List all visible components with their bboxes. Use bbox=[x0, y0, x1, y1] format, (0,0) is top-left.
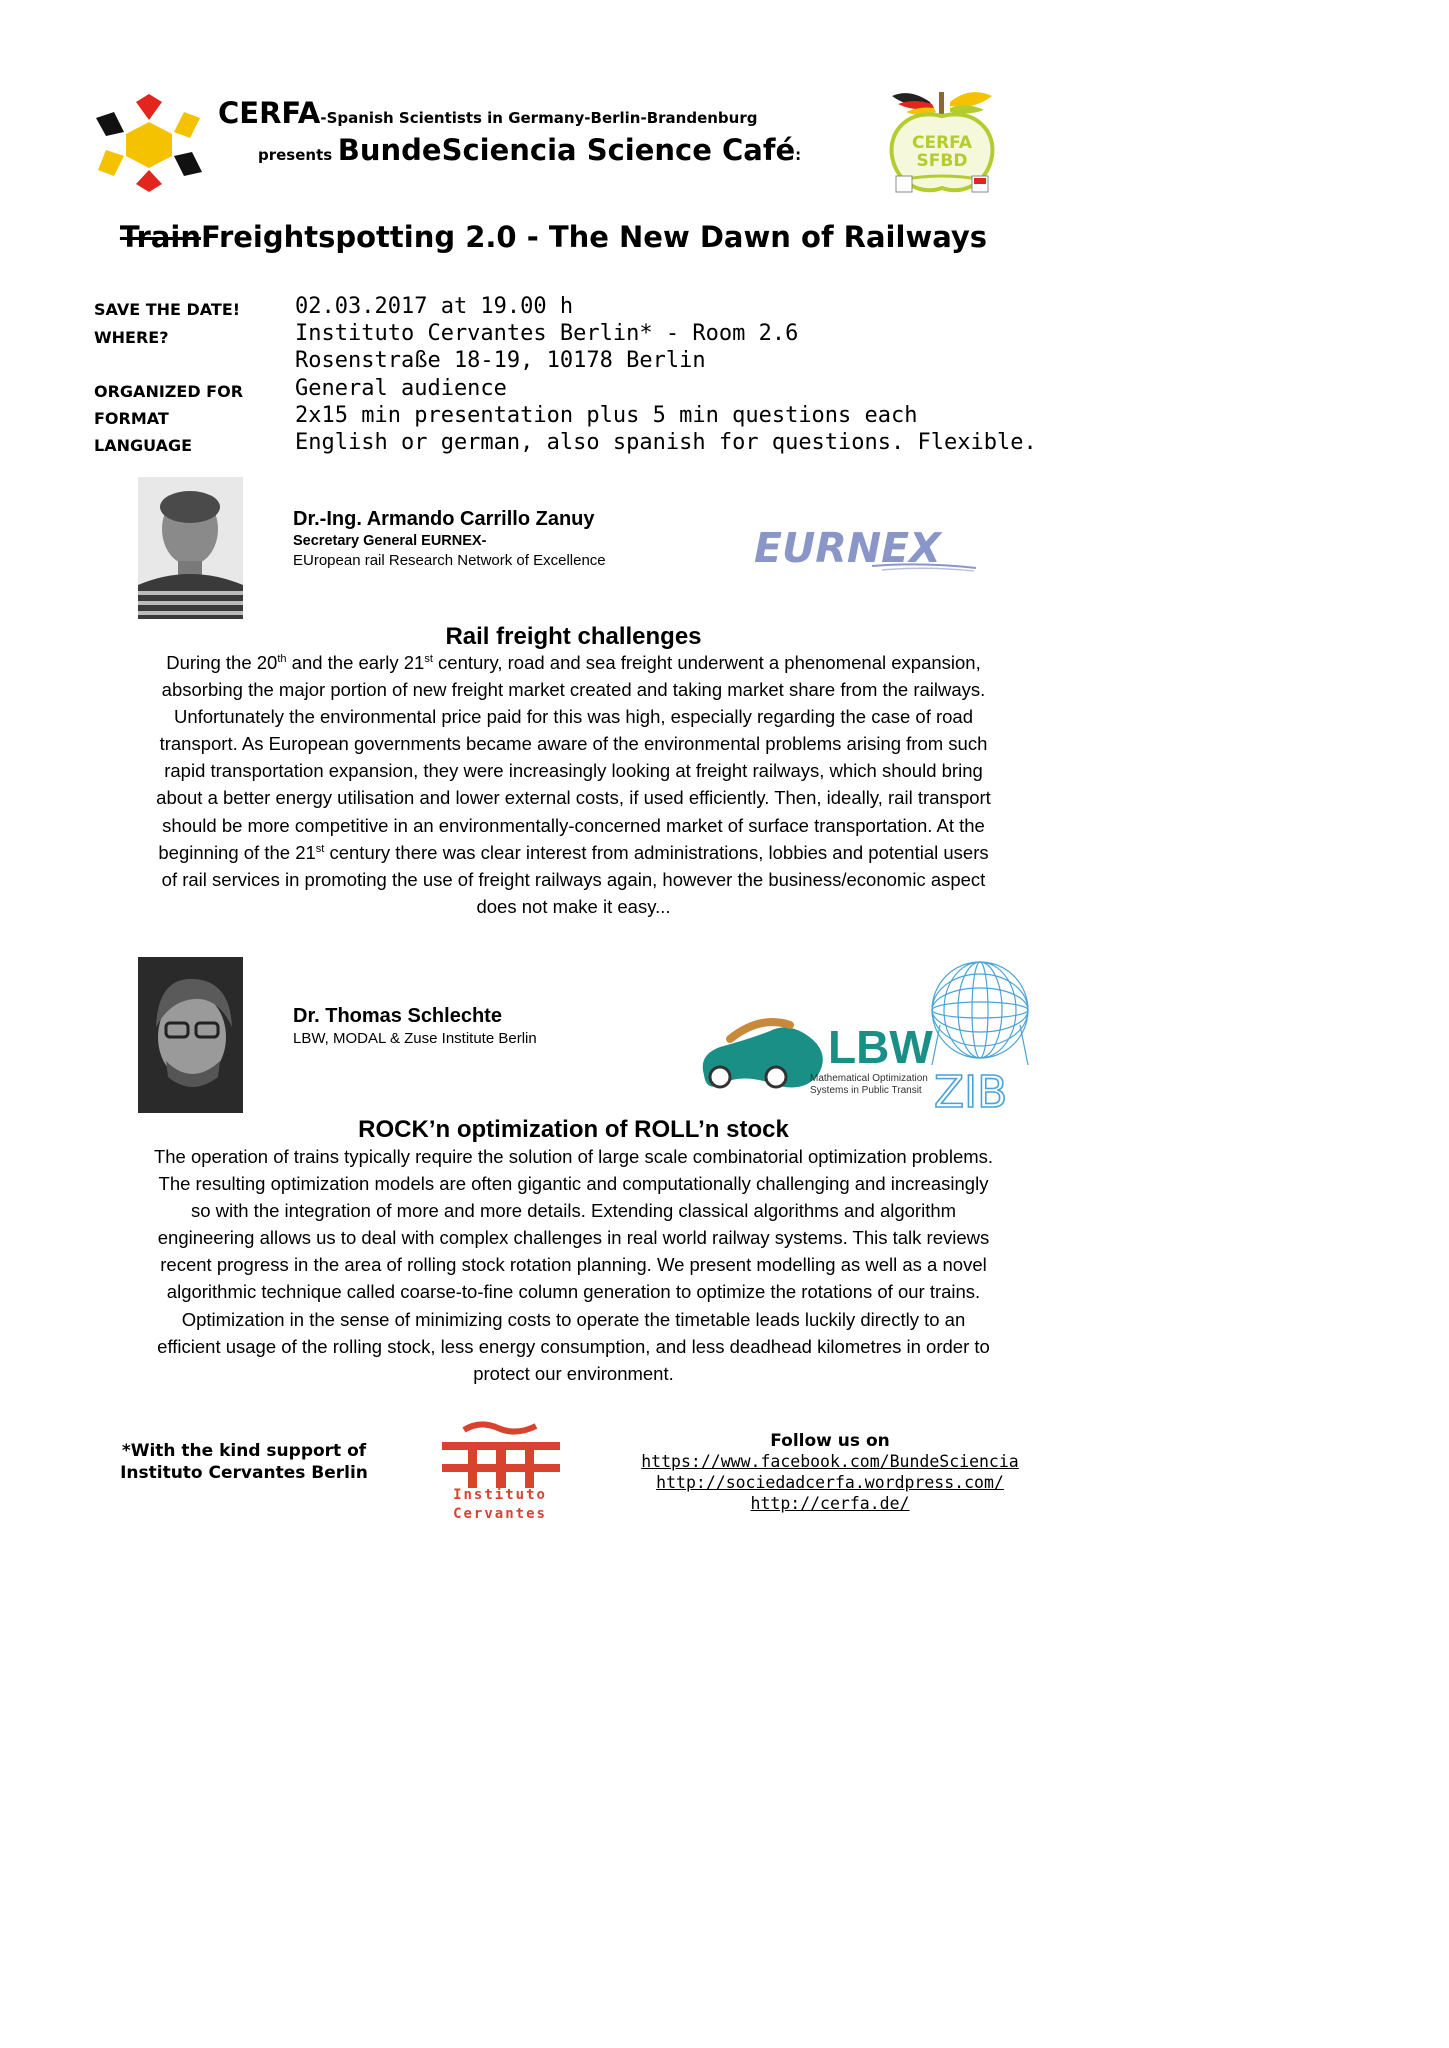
cervantes-text-1: Instituto bbox=[453, 1487, 547, 1503]
abstract-line: engineering allows us to deal with complex challenges in real world railway systems. This talk reviews bbox=[157, 1227, 990, 1249]
cerfa-sfbd-apple-logo bbox=[880, 84, 1004, 204]
info-value-date: 02.03.2017 at 19.00 h bbox=[295, 294, 574, 319]
support-note bbox=[104, 1440, 384, 1484]
abstract-line: absorbing the major portion of new freight market created and taking market share from the railways. bbox=[161, 679, 986, 701]
header-colon: : bbox=[795, 146, 802, 164]
talk1-title: Rail freight challenges bbox=[445, 623, 702, 650]
org-subtitle: -Spanish Scientists in Germany-Berlin-Brandenburg bbox=[320, 109, 758, 127]
info-label-where: WHERE? bbox=[94, 328, 169, 347]
info-value-language: English or german, also spanish for questions. Flexible. bbox=[295, 430, 1037, 455]
talk2-title: ROCK’n optimization of ROLL’n stock bbox=[358, 1116, 789, 1143]
apple-logo-text-1: CERFA bbox=[912, 133, 972, 153]
abstract-line: rapid transportation expansion, they were increasingly looking at freight railways, which should bring bbox=[164, 760, 983, 782]
info-value-audience: General audience bbox=[295, 376, 507, 401]
follow-us-title: Follow us on bbox=[770, 1431, 890, 1451]
info-label-audience: ORGANIZED FOR bbox=[94, 382, 244, 401]
eurnex-logo-text: EURNEX bbox=[754, 524, 941, 572]
info-label-language: LANGUAGE bbox=[94, 436, 193, 455]
speaker1-name: Dr.-Ing. Armando Carrillo Zanuy bbox=[293, 508, 595, 530]
abstract-line: Unfortunately the environmental price paid for this was high, especially regarding the case of road bbox=[173, 706, 974, 728]
event-series-name: BundeSciencia Science Café bbox=[337, 133, 796, 167]
abstract-line: Optimization in the sense of minimizing costs to operate the timetable leads luckily directly to an bbox=[181, 1308, 966, 1330]
lbw-logo-text: LBW bbox=[828, 1021, 933, 1073]
speaker2-affiliation: LBW, MODAL & Zuse Institute Berlin bbox=[293, 1030, 537, 1047]
abstract-line: does not make it easy... bbox=[476, 895, 671, 917]
talk1-abstract bbox=[105, 649, 1042, 920]
abstract-line: should be more competitive in an environmentally-concerned market of surface transportation. At the bbox=[162, 814, 985, 836]
event-title bbox=[0, 220, 1107, 254]
speaker1-photo bbox=[138, 477, 243, 619]
talk2-abstract bbox=[105, 1143, 1042, 1387]
speaker1-affiliation: EUropean rail Research Network of Excellence bbox=[293, 552, 606, 569]
org-name: CERFA bbox=[218, 96, 321, 130]
wordpress-link[interactable]: http://sociedadcerfa.wordpress.com/ bbox=[656, 1473, 1004, 1492]
abstract-line: algorithmic technique called coarse-to-fine column generation to optimize the rotations of our trains. bbox=[166, 1281, 981, 1303]
abstract-line: During the 20th and the early 21st century, road and sea freight underwent a phenomenal expansion, bbox=[166, 652, 981, 673]
header-line-2 bbox=[258, 133, 801, 167]
facebook-link[interactable]: https://www.facebook.com/BundeSciencia bbox=[641, 1452, 1019, 1471]
abstract-line: so with the integration of more and more details. Extending classical algorithms and algorithm bbox=[190, 1200, 957, 1222]
abstract-line: of rail services in promoting the use of freight railways again, however the business/economic aspect bbox=[161, 868, 986, 890]
info-value-where: Instituto Cervantes Berlin* - Room 2.6 bbox=[295, 321, 799, 346]
cerfa-site-link[interactable]: http://cerfa.de/ bbox=[750, 1494, 910, 1513]
zib-logo-text: ZIB bbox=[934, 1067, 1008, 1113]
info-value-format: 2x15 min presentation plus 5 min questions each bbox=[295, 403, 918, 428]
cerfa-flower-logo bbox=[92, 94, 206, 192]
abstract-line: The operation of trains typically require the solution of large scale combinatorial optimization problems. bbox=[153, 1146, 994, 1167]
abstract-line: recent progress in the area of rolling stock rotation planning. We present modelling as well as a novel bbox=[160, 1254, 987, 1276]
title-text: Freightspotting 2.0 - The New Dawn of Railways bbox=[200, 220, 988, 254]
lbw-logo-sub-1: Mathematical Optimization bbox=[810, 1073, 928, 1084]
support-line-2: Instituto Cervantes Berlin bbox=[120, 1463, 368, 1483]
info-value-address: Rosenstraße 18-19, 10178 Berlin bbox=[295, 348, 706, 373]
abstract-line: The resulting optimization models are often gigantic and computationally challenging and increasingly bbox=[158, 1173, 989, 1195]
abstract-line: protect our environment. bbox=[473, 1362, 674, 1384]
speaker2-name: Dr. Thomas Schlechte bbox=[293, 1005, 502, 1027]
abstract-line: efficient usage of the rolling stock, less energy consumption, and less deadhead kilometres in order to bbox=[157, 1335, 990, 1357]
lbw-logo-sub-2: Systems in Public Transit bbox=[810, 1085, 922, 1096]
info-label-date: SAVE THE DATE! bbox=[94, 300, 241, 319]
abstract-line: transport. As European governments became aware of the environmental problems arising from such bbox=[159, 733, 988, 755]
lbw-zib-logo bbox=[690, 955, 1036, 1113]
abstract-line: about a better energy utilisation and lower external costs, if used efficiently. Then, ideally, rail transport bbox=[156, 787, 991, 809]
info-label-format: FORMAT bbox=[94, 409, 169, 428]
instituto-cervantes-logo bbox=[440, 1420, 562, 1488]
title-struck-word: Train bbox=[119, 220, 201, 254]
speaker1-role: Secretary General EURNEX- bbox=[293, 533, 487, 549]
presents-text: presents bbox=[258, 146, 333, 164]
header-line-1 bbox=[218, 96, 757, 130]
support-line-1: *With the kind support of bbox=[121, 1441, 367, 1461]
cervantes-text-2: Cervantes bbox=[453, 1506, 547, 1522]
abstract-line: beginning of the 21st century there was clear interest from administrations, lobbies and potential users bbox=[158, 841, 989, 863]
eurnex-logo bbox=[752, 524, 980, 572]
speaker2-photo bbox=[138, 957, 243, 1113]
apple-logo-text-2: SFBD bbox=[916, 151, 968, 171]
